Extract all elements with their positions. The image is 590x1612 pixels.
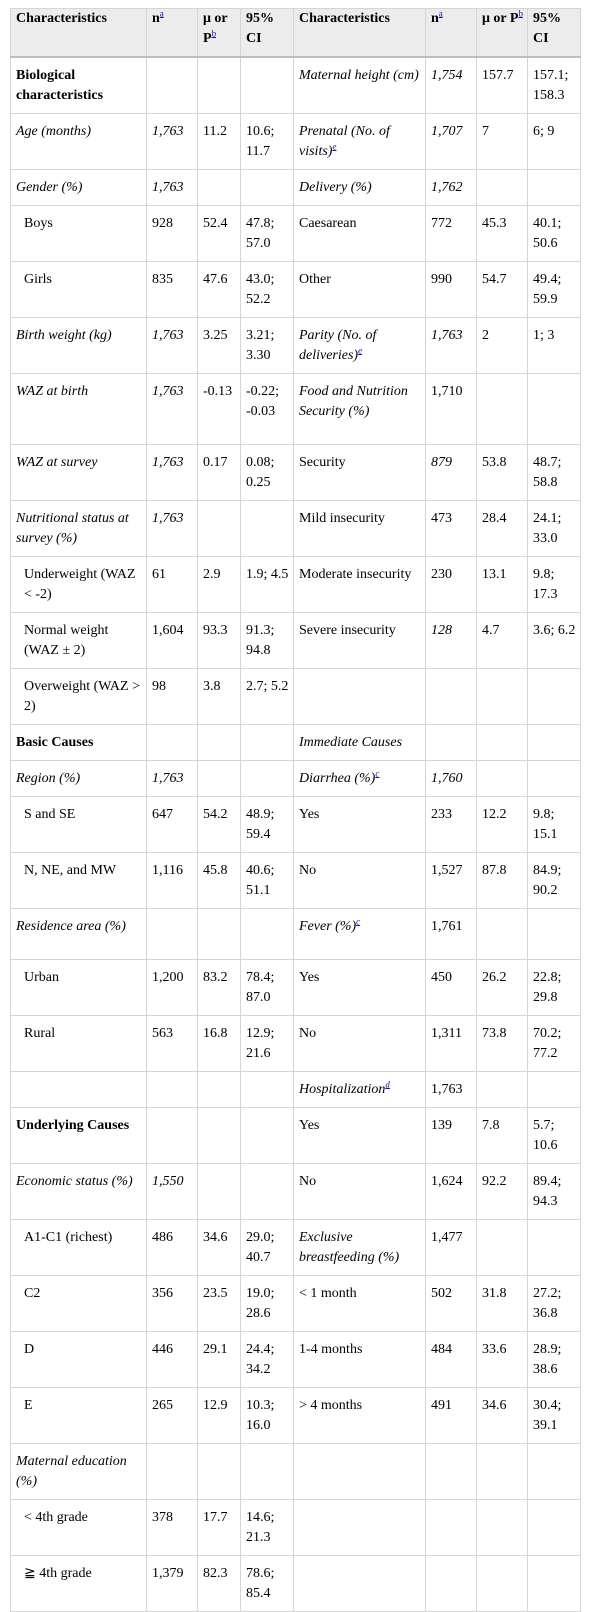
ci-cell: 78.6; 85.4 — [241, 1556, 294, 1612]
table-row — [11, 1220, 581, 1276]
value-cell: 13.1 — [477, 557, 528, 613]
header-n: n$^a$ — [147, 9, 198, 58]
n-cell: 1,763 — [147, 318, 198, 374]
value-cell: 53.8 — [477, 445, 528, 501]
value-cell: 87.8 — [477, 853, 528, 909]
characteristic-cell: Birth weight (kg) — [11, 318, 147, 374]
ci-cell — [528, 1072, 581, 1108]
n-cell: 473 — [426, 501, 477, 557]
value-cell: 12.2 — [477, 797, 528, 853]
n-cell: 1,763 — [147, 501, 198, 557]
n-cell: 502 — [426, 1276, 477, 1332]
characteristic-cell: > 4 months — [294, 1388, 426, 1444]
table-row — [11, 318, 581, 374]
n-cell: 233 — [426, 797, 477, 853]
ci-cell: 48.9; 59.4 — [241, 797, 294, 853]
ci-cell — [241, 761, 294, 797]
characteristic-cell: Caesarean — [294, 206, 426, 262]
value-cell: 2 — [477, 318, 528, 374]
ci-cell — [528, 761, 581, 797]
n-cell: 128 — [426, 613, 477, 669]
value-cell: 7 — [477, 114, 528, 170]
value-cell: 23.5 — [198, 1276, 241, 1332]
n-cell — [147, 57, 198, 114]
characteristic-cell: Yes — [294, 1108, 426, 1164]
n-cell — [426, 669, 477, 725]
characteristic-cell: No — [294, 1164, 426, 1220]
characteristic-cell: Gender (%) — [11, 170, 147, 206]
ci-cell — [241, 57, 294, 114]
ci-cell: 22.8; 29.8 — [528, 960, 581, 1016]
characteristic-cell: Boys — [11, 206, 147, 262]
value-cell: 34.6 — [198, 1220, 241, 1276]
ci-cell — [241, 1072, 294, 1108]
ci-cell: 24.1; 33.0 — [528, 501, 581, 557]
ci-cell: 3.21; 3.30 — [241, 318, 294, 374]
ci-cell: 0.08; 0.25 — [241, 445, 294, 501]
ci-cell: 78.4; 87.0 — [241, 960, 294, 1016]
ci-cell — [241, 501, 294, 557]
value-cell — [198, 725, 241, 761]
table-row — [11, 725, 581, 761]
n-cell — [147, 725, 198, 761]
table-row — [11, 57, 581, 114]
table-row — [11, 170, 581, 206]
n-cell: 1,763 — [426, 318, 477, 374]
n-cell: 1,763 — [147, 374, 198, 445]
n-cell — [147, 1108, 198, 1164]
footnote-link[interactable]: c — [375, 768, 380, 779]
value-cell — [477, 1556, 528, 1612]
value-cell — [198, 1444, 241, 1500]
n-cell: 835 — [147, 262, 198, 318]
header-n-2: n$^a$ — [426, 9, 477, 58]
table-row — [11, 1444, 581, 1500]
ci-cell: 47.8; 57.0 — [241, 206, 294, 262]
value-cell: 28.4 — [477, 501, 528, 557]
value-cell: 2.9 — [198, 557, 241, 613]
ci-cell: 10.6; 11.7 — [241, 114, 294, 170]
n-cell — [147, 909, 198, 960]
ci-cell: 2.7; 5.2 — [241, 669, 294, 725]
footnote-link[interactable]: b — [518, 8, 523, 19]
n-cell: 265 — [147, 1388, 198, 1444]
ci-cell — [241, 725, 294, 761]
ci-cell: 14.6; 21.3 — [241, 1500, 294, 1556]
characteristic-cell: Severe insecurity — [294, 613, 426, 669]
header-ci: 95% CI — [241, 9, 294, 58]
ci-cell: 1.9; 4.5 — [241, 557, 294, 613]
ci-cell: 9.8; 17.3 — [528, 557, 581, 613]
n-cell: 450 — [426, 960, 477, 1016]
ci-cell — [241, 1108, 294, 1164]
header-ci-2: 95% CI — [528, 9, 581, 58]
value-cell: 16.8 — [198, 1016, 241, 1072]
ci-cell: 43.0; 52.2 — [241, 262, 294, 318]
table-row — [11, 669, 581, 725]
n-cell: 990 — [426, 262, 477, 318]
characteristic-cell: WAZ at birth — [11, 374, 147, 445]
value-cell: 54.7 — [477, 262, 528, 318]
characteristic-cell: Exclusive breastfeeding (%) — [294, 1220, 426, 1276]
value-cell: 7.8 — [477, 1108, 528, 1164]
value-cell: 52.4 — [198, 206, 241, 262]
table-row — [11, 445, 581, 501]
characteristic-cell: Mild insecurity — [294, 501, 426, 557]
characteristic-cell: Rural — [11, 1016, 147, 1072]
n-cell: 1,763 — [147, 170, 198, 206]
value-cell — [477, 1444, 528, 1500]
value-cell — [477, 374, 528, 445]
characteristic-cell: Urban — [11, 960, 147, 1016]
n-cell: 1,763 — [426, 1072, 477, 1108]
table-row — [11, 797, 581, 853]
value-cell — [477, 761, 528, 797]
ci-cell: 1; 3 — [528, 318, 581, 374]
footnote-link[interactable]: a — [438, 8, 443, 19]
characteristic-cell: Normal weight (WAZ ± 2) — [11, 613, 147, 669]
ci-cell: 10.3; 16.0 — [241, 1388, 294, 1444]
n-cell: 1,477 — [426, 1220, 477, 1276]
table-row — [11, 1016, 581, 1072]
ci-cell: 29.0; 40.7 — [241, 1220, 294, 1276]
characteristic-cell: Region (%) — [11, 761, 147, 797]
table-row — [11, 853, 581, 909]
table-row — [11, 114, 581, 170]
value-cell: 82.3 — [198, 1556, 241, 1612]
table-row — [11, 374, 581, 445]
n-cell: 1,762 — [426, 170, 477, 206]
characteristic-cell: No — [294, 853, 426, 909]
value-cell: 29.1 — [198, 1332, 241, 1388]
n-cell: 378 — [147, 1500, 198, 1556]
characteristic-cell: WAZ at survey — [11, 445, 147, 501]
value-cell: 11.2 — [198, 114, 241, 170]
value-cell — [198, 1108, 241, 1164]
header-characteristics-2: Characteristics — [294, 9, 426, 58]
ci-cell — [528, 374, 581, 445]
header-row — [11, 9, 581, 58]
ci-cell — [241, 170, 294, 206]
ci-cell: -0.22; -0.03 — [241, 374, 294, 445]
n-cell: 1,116 — [147, 853, 198, 909]
n-cell: 486 — [147, 1220, 198, 1276]
value-cell — [198, 57, 241, 114]
value-cell — [477, 170, 528, 206]
table-row — [11, 1108, 581, 1164]
value-cell: 17.7 — [198, 1500, 241, 1556]
n-cell — [426, 1500, 477, 1556]
value-cell — [477, 1500, 528, 1556]
ci-cell: 3.6; 6.2 — [528, 613, 581, 669]
characteristic-cell: E — [11, 1388, 147, 1444]
ci-cell: 6; 9 — [528, 114, 581, 170]
n-cell: 563 — [147, 1016, 198, 1072]
characteristic-cell: Food and Nutrition Security (%) — [294, 374, 426, 445]
table-row — [11, 1332, 581, 1388]
ci-cell: 91.3; 94.8 — [241, 613, 294, 669]
table-row — [11, 1276, 581, 1332]
ci-cell — [241, 909, 294, 960]
value-cell — [477, 909, 528, 960]
ci-cell — [528, 909, 581, 960]
value-cell — [198, 501, 241, 557]
value-cell: 54.2 — [198, 797, 241, 853]
table-row — [11, 557, 581, 613]
characteristic-cell — [294, 1444, 426, 1500]
table-row — [11, 761, 581, 797]
value-cell: -0.13 — [198, 374, 241, 445]
ci-cell: 49.4; 59.9 — [528, 262, 581, 318]
footnote-link[interactable]: d — [385, 1079, 390, 1090]
characteristic-cell: Maternal education (%) — [11, 1444, 147, 1500]
characteristic-cell: Economic status (%) — [11, 1164, 147, 1220]
table-row — [11, 206, 581, 262]
ci-cell: 157.1; 158.3 — [528, 57, 581, 114]
footnote-link[interactable]: b — [211, 28, 217, 39]
characteristic-cell: Yes — [294, 797, 426, 853]
characteristic-cell: Delivery (%) — [294, 170, 426, 206]
n-cell: 1,761 — [426, 909, 477, 960]
footnote-link[interactable]: c — [356, 916, 361, 927]
characteristic-cell: ≧ 4th grade — [11, 1556, 147, 1612]
value-cell: 157.7 — [477, 57, 528, 114]
n-cell: 1,379 — [147, 1556, 198, 1612]
characteristic-cell: Other — [294, 262, 426, 318]
characteristic-cell: Basic Causes — [11, 725, 147, 761]
n-cell: 879 — [426, 445, 477, 501]
value-cell — [477, 725, 528, 761]
n-cell: 1,763 — [147, 761, 198, 797]
n-cell — [426, 1444, 477, 1500]
table-row — [11, 1072, 581, 1108]
ci-cell: 40.6; 51.1 — [241, 853, 294, 909]
characteristic-cell: Prenatal (No. of visits)$^e$ — [294, 114, 426, 170]
characteristic-cell: Yes — [294, 960, 426, 1016]
n-cell: 1,624 — [426, 1164, 477, 1220]
ci-cell: 89.4; 94.3 — [528, 1164, 581, 1220]
table-row — [11, 1556, 581, 1612]
characteristic-cell: Biological characteristics — [11, 57, 147, 114]
characteristic-cell: Age (months) — [11, 114, 147, 170]
characteristic-cell: Underlying Causes — [11, 1108, 147, 1164]
characteristic-cell: C2 — [11, 1276, 147, 1332]
n-cell: 356 — [147, 1276, 198, 1332]
n-cell: 61 — [147, 557, 198, 613]
table-row — [11, 1164, 581, 1220]
characteristic-cell: < 4th grade — [11, 1500, 147, 1556]
ci-cell: 24.4; 34.2 — [241, 1332, 294, 1388]
value-cell: 45.3 — [477, 206, 528, 262]
n-cell — [147, 1072, 198, 1108]
characteristic-cell — [294, 1500, 426, 1556]
n-cell: 1,760 — [426, 761, 477, 797]
n-cell: 1,311 — [426, 1016, 477, 1072]
n-cell: 1,550 — [147, 1164, 198, 1220]
characteristic-cell: D — [11, 1332, 147, 1388]
value-cell: 34.6 — [477, 1388, 528, 1444]
header-mean-or-proportion: μ or P$^b$ — [198, 9, 241, 58]
characteristic-cell: Maternal height (cm) — [294, 57, 426, 114]
characteristic-cell: A1-C1 (richest) — [11, 1220, 147, 1276]
ci-cell — [528, 1220, 581, 1276]
value-cell: 31.8 — [477, 1276, 528, 1332]
value-cell — [477, 1220, 528, 1276]
characteristic-cell: Overweight (WAZ > 2) — [11, 669, 147, 725]
characteristics-table — [10, 8, 581, 1612]
ci-cell: 84.9; 90.2 — [528, 853, 581, 909]
n-cell: 647 — [147, 797, 198, 853]
n-cell: 139 — [426, 1108, 477, 1164]
characteristic-cell: Nutritional status at survey (%) — [11, 501, 147, 557]
ci-cell — [528, 1556, 581, 1612]
n-cell: 1,200 — [147, 960, 198, 1016]
value-cell: 12.9 — [198, 1388, 241, 1444]
value-cell: 4.7 — [477, 613, 528, 669]
value-cell: 3.8 — [198, 669, 241, 725]
ci-cell: 12.9; 21.6 — [241, 1016, 294, 1072]
value-cell — [477, 1072, 528, 1108]
n-cell: 230 — [426, 557, 477, 613]
ci-cell — [241, 1164, 294, 1220]
n-cell: 928 — [147, 206, 198, 262]
value-cell: 3.25 — [198, 318, 241, 374]
characteristic-cell: 1-4 months — [294, 1332, 426, 1388]
table-row — [11, 1500, 581, 1556]
header-mean-or-proportion-2: μ or P$^b$ — [477, 9, 528, 58]
ci-cell — [528, 170, 581, 206]
n-cell: 1,707 — [426, 114, 477, 170]
table-row — [11, 501, 581, 557]
n-cell: 484 — [426, 1332, 477, 1388]
value-cell: 33.6 — [477, 1332, 528, 1388]
characteristic-cell: No — [294, 1016, 426, 1072]
ci-cell: 9.8; 15.1 — [528, 797, 581, 853]
characteristic-cell: < 1 month — [294, 1276, 426, 1332]
n-cell: 1,763 — [147, 114, 198, 170]
table-row — [11, 960, 581, 1016]
ci-cell — [528, 725, 581, 761]
n-cell — [426, 1556, 477, 1612]
table-row — [11, 909, 581, 960]
ci-cell: 27.2; 36.8 — [528, 1276, 581, 1332]
characteristic-cell: N, NE, and MW — [11, 853, 147, 909]
value-cell: 93.3 — [198, 613, 241, 669]
footnote-link[interactable]: e — [332, 141, 337, 152]
value-cell: 0.17 — [198, 445, 241, 501]
ci-cell — [241, 1444, 294, 1500]
n-cell — [147, 1444, 198, 1500]
n-cell: 1,710 — [426, 374, 477, 445]
value-cell: 83.2 — [198, 960, 241, 1016]
characteristic-cell: Fever (%)$^c$ — [294, 909, 426, 960]
ci-cell: 28.9; 38.6 — [528, 1332, 581, 1388]
ci-cell: 30.4; 39.1 — [528, 1388, 581, 1444]
footnote-link[interactable]: e — [358, 345, 363, 356]
value-cell — [198, 1164, 241, 1220]
n-cell: 98 — [147, 669, 198, 725]
value-cell — [198, 1072, 241, 1108]
characteristic-cell — [294, 669, 426, 725]
characteristic-cell: Immediate Causes — [294, 725, 426, 761]
value-cell — [198, 761, 241, 797]
ci-cell: 40.1; 50.6 — [528, 206, 581, 262]
characteristic-cell: Hospitalization$^d$ — [294, 1072, 426, 1108]
characteristic-cell: Parity (No. of deliveries)$^e$ — [294, 318, 426, 374]
characteristic-cell: Security — [294, 445, 426, 501]
value-cell: 47.6 — [198, 262, 241, 318]
value-cell — [477, 669, 528, 725]
n-cell: 1,763 — [147, 445, 198, 501]
table-row — [11, 1388, 581, 1444]
n-cell: 1,754 — [426, 57, 477, 114]
table-body — [11, 57, 581, 1612]
characteristic-cell: Girls — [11, 262, 147, 318]
ci-cell: 48.7; 58.8 — [528, 445, 581, 501]
table-row — [11, 262, 581, 318]
characteristic-cell — [11, 1072, 147, 1108]
ci-cell — [528, 1500, 581, 1556]
footnote-link[interactable]: a — [159, 8, 164, 19]
n-cell — [426, 725, 477, 761]
ci-cell — [528, 1444, 581, 1500]
n-cell: 1,527 — [426, 853, 477, 909]
value-cell — [198, 170, 241, 206]
characteristic-cell: Diarrhea (%)$^c$ — [294, 761, 426, 797]
characteristic-cell: Underweight (WAZ < -2) — [11, 557, 147, 613]
ci-cell — [528, 669, 581, 725]
characteristic-cell — [294, 1556, 426, 1612]
table-row — [11, 613, 581, 669]
value-cell: 73.8 — [477, 1016, 528, 1072]
value-cell: 45.8 — [198, 853, 241, 909]
n-cell: 772 — [426, 206, 477, 262]
ci-cell: 19.0; 28.6 — [241, 1276, 294, 1332]
ci-cell: 70.2; 77.2 — [528, 1016, 581, 1072]
header-characteristics: Characteristics — [11, 9, 147, 58]
n-cell: 491 — [426, 1388, 477, 1444]
ci-cell: 5.7; 10.6 — [528, 1108, 581, 1164]
value-cell — [198, 909, 241, 960]
value-cell: 92.2 — [477, 1164, 528, 1220]
characteristic-cell: Moderate insecurity — [294, 557, 426, 613]
characteristic-cell: S and SE — [11, 797, 147, 853]
n-cell: 446 — [147, 1332, 198, 1388]
value-cell: 26.2 — [477, 960, 528, 1016]
characteristic-cell: Residence area (%) — [11, 909, 147, 960]
n-cell: 1,604 — [147, 613, 198, 669]
